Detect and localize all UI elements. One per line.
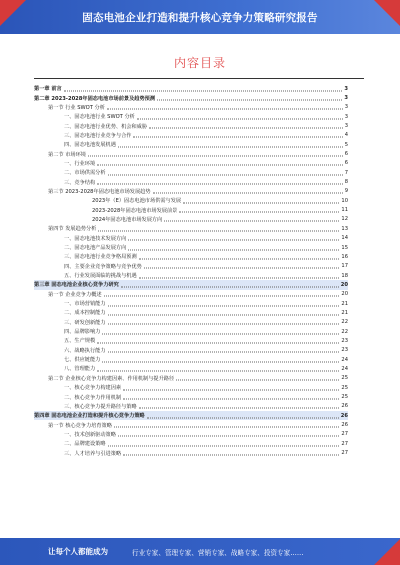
toc-entry-label: 二、核心竞争力作用机制 [64,394,122,401]
toc-leader-dots [97,183,343,185]
toc-entry-label: 第四章 固态电池企业打造和提升核心竞争力策略 [34,413,145,420]
toc-entry-label: 四、主要企业竞争策略与竞争优势 [64,263,142,270]
toc-entry-page: 23 [341,337,348,344]
toc-leader-dots [118,435,340,437]
toc-entry-label: 二、品牌建设策略 [64,441,106,448]
toc-leader-dots [107,108,343,110]
toc-entry-page: 16 [341,253,348,260]
toc-entry[interactable] [34,364,348,373]
toc-entry-label: 一、核心竞争力构建因素 [64,385,122,392]
toc-entry-page: 25 [341,384,348,391]
toc-entry[interactable] [34,234,348,243]
toc-entry-page: 27 [341,450,348,457]
toc-entry-page: 7 [344,169,348,176]
toc-entry[interactable] [34,205,348,214]
toc-entry-page: 26 [340,412,348,419]
toc-entry-page: 11 [341,207,348,214]
toc-entry-label: 第一节 企业竞争力概述 [48,291,102,298]
footer-tagline: 行业专家、管理专家、营销专家、战略专家、投资专家…… [132,549,304,557]
toc-leader-dots [133,136,342,138]
toc-entry-label: 2023-2028年固态电池市场发展前景 [92,207,178,214]
toc-entry[interactable] [34,187,348,196]
toc-leader-dots [108,351,340,353]
toc-entry-page: 3 [344,123,348,130]
toc-entry[interactable] [34,383,348,392]
toc-leader-dots [144,267,340,269]
toc-leader-dots [128,248,339,250]
toc-leader-dots [97,369,339,371]
toc-leader-dots [118,145,343,147]
toc-entry[interactable] [34,93,348,102]
toc-entry-label: 三、固态电池行业竞争格局预测 [64,254,137,261]
toc-entry-label: 七、供应链能力 [64,357,101,364]
toc-leader-dots [179,211,339,213]
toc-entry-page: 6 [344,151,348,158]
page-header [0,0,400,34]
toc-leader-dots [149,127,343,129]
toc-entry-page: 6 [344,160,348,167]
toc-leader-dots [104,295,340,297]
toc-entry[interactable] [34,420,348,429]
toc-entry-label: 一、固态电池技术发展方向 [64,235,127,242]
toc-entry-label: 2024年固态电池市场发展方向 [92,216,163,223]
toc-entry-page: 4 [344,132,348,139]
toc-entry[interactable] [34,243,348,252]
toc-entry[interactable] [34,131,348,140]
toc-entry-label: 第二章 2023-2028年固态电池市场前景及趋势预测 [34,95,156,102]
toc-entry-page: 24 [341,356,348,363]
toc-entry-label: 五、行业发展面临的挑战与机遇 [64,273,137,280]
toc-entry-label: 四、品牌影响力 [64,329,101,336]
toc-entry[interactable] [34,439,348,448]
toc-leader-dots [139,257,340,259]
toc-entry[interactable] [34,121,348,130]
corner-decoration-top-right [374,0,400,26]
toc-entry-label: 八、管理能力 [64,366,96,373]
toc-entry[interactable] [34,336,348,345]
toc-entry[interactable] [34,271,348,280]
footer-slogan: 让每个人都能成为 [48,547,108,556]
toc-entry-label: 第三节 2023-2028年固态电池市场发展趋势 [48,188,151,195]
toc-leader-dots [102,360,339,362]
toc-entry-page: 14 [341,235,348,242]
toc-entry[interactable] [34,262,348,271]
toc-entry-page: 8 [344,179,348,186]
toc-entry-label: 三、研发创新能力 [64,319,106,326]
toc-entry-label: 第二节 市场环境 [48,151,86,158]
toc-entry-page: 24 [341,365,348,372]
toc-leader-dots [121,285,339,287]
toc-leader-dots [108,323,340,325]
toc-entry[interactable] [34,168,348,177]
toc-entry-page: 21 [341,309,348,316]
report-title: 固态电池企业打造和提升核心竞争力策略研究报告 [82,12,318,24]
toc-entry-page: 10 [341,197,348,204]
toc-leader-dots [88,155,343,157]
toc-leader-dots [123,388,339,390]
toc-entry-label: 一、行业环境 [64,160,96,167]
toc-entry[interactable] [34,215,348,224]
toc-entry[interactable] [34,196,348,205]
toc-entry-page: 26 [341,403,348,410]
toc-entry-page: 27 [341,440,348,447]
toc-entry[interactable] [34,177,348,186]
toc-leader-dots [102,332,339,334]
toc-entry[interactable] [34,308,348,317]
toc-entry-label: 第二节 企业核心竞争力构建因素、作用机制与提升路径 [48,375,175,382]
toc-entry[interactable] [34,140,348,149]
toc-entry[interactable] [34,299,348,308]
toc-entry-label: 一、技术创新驱动策略 [64,431,116,438]
toc-leader-dots [123,454,339,456]
corner-decoration-top-left [0,0,26,26]
toc-leader-dots [108,304,340,306]
toc-leader-dots [108,173,343,175]
corner-decoration-bottom-right [374,539,400,565]
page-footer [0,538,400,565]
toc-entry-label: 四、固态电池发展机遇 [64,142,116,149]
toc-divider [34,78,364,79]
toc-entry-page: 3 [344,85,348,92]
toc-entry-page: 20 [340,281,348,288]
toc-leader-dots [123,398,339,400]
toc-entry-label: 六、战略执行能力 [64,347,106,354]
toc-entry-label: 第一节 行业 SWOT 分析 [48,104,105,111]
toc-entry-page: 15 [341,244,348,251]
toc-entry-label: 一、市场营销能力 [64,301,106,308]
toc-entry[interactable] [34,290,348,299]
toc-entry-label: 三、竞争结构 [64,179,96,186]
toc-entry-page: 21 [341,300,348,307]
toc-entry[interactable] [34,252,348,261]
toc-entry[interactable] [34,112,348,121]
toc-entry[interactable] [34,159,348,168]
toc-entry-label: 二、市场供需分析 [64,170,106,177]
toc-entry-label: 2023年（E）固态电池市场供需与发展 [92,198,182,205]
toc-entry[interactable] [34,318,348,327]
toc-entry-page: 25 [341,394,348,401]
toc-entry[interactable] [34,224,348,233]
toc-entry-label: 第三章 固态电池企业核心竞争力研究 [34,282,119,289]
toc-leader-dots [137,117,343,119]
toc-entry[interactable] [34,430,348,439]
toc-entry-label: 三、人才培养与引进策略 [64,450,122,457]
toc-leader-dots [157,99,342,101]
toc-entry-label: 第四节 发展趋势分析 [48,226,97,233]
toc-leader-dots [64,89,343,91]
toc-leader-dots [98,229,339,231]
toc-entry-page: 22 [341,319,348,326]
toc-entry-page: 3 [344,104,348,111]
toc-entry-label: 二、成本控制能力 [64,310,106,317]
toc-entry-page: 18 [341,272,348,279]
toc-title: 内容目录 [173,56,226,70]
toc-entry-label: 第一章 前言 [34,86,62,93]
toc-entry[interactable] [34,392,348,401]
toc-leader-dots [97,164,343,166]
toc-entry-label: 三、核心竞争力提升路径与策略 [64,403,137,410]
toc-entry-page: 9 [344,188,348,195]
toc-entry-page: 26 [341,422,348,429]
toc-leader-dots [176,379,339,381]
toc-entry-page: 23 [341,347,348,354]
toc-entry-page: 20 [341,291,348,298]
toc-entry[interactable] [34,355,348,364]
toc-leader-dots [153,192,343,194]
toc-entry-page: 3 [344,95,348,102]
toc-entry-page: 22 [341,328,348,335]
toc-leader-dots [128,239,339,241]
toc-entry-label: 二、固态电池产品发展方向 [64,245,127,252]
toc-leader-dots [114,426,339,428]
toc-entry[interactable] [34,84,348,93]
toc-entry[interactable] [34,411,348,420]
toc-entry[interactable] [34,374,348,383]
toc-leader-dots [183,201,339,203]
toc-entry-page: 17 [341,263,348,270]
toc-leader-dots [108,313,340,315]
toc-entry-label: 一、固态电池行业 SWOT 分析 [64,114,135,121]
toc-entry-label: 五、生产规模 [64,338,96,345]
toc-entry[interactable] [34,103,348,112]
toc-entry-page: 13 [341,225,348,232]
toc-entry-page: 27 [341,431,348,438]
toc-leader-dots [97,341,339,343]
toc-leader-dots [139,407,340,409]
toc-entry-page: 3 [344,113,348,120]
toc-entry[interactable] [34,448,348,457]
toc-entry-label: 第一节 核心竞争力培育策略 [48,422,112,429]
table-of-contents [34,84,348,458]
toc-entry[interactable] [34,346,348,355]
toc-entry-page: 25 [341,375,348,382]
toc-entry-page: 12 [341,216,348,223]
toc-leader-dots [108,444,340,446]
toc-entry-page: 5 [344,141,348,148]
toc-leader-dots [164,220,339,222]
toc-entry[interactable] [34,149,348,158]
toc-leader-dots [139,276,340,278]
toc-entry[interactable] [34,327,348,336]
toc-entry-label: 二、固态电池行业优势、机会和威胁 [64,123,148,130]
toc-entry[interactable] [34,280,348,289]
toc-entry[interactable] [34,402,348,411]
toc-entry-label: 三、固态电池行业竞争与合作 [64,132,132,139]
toc-leader-dots [147,416,339,418]
